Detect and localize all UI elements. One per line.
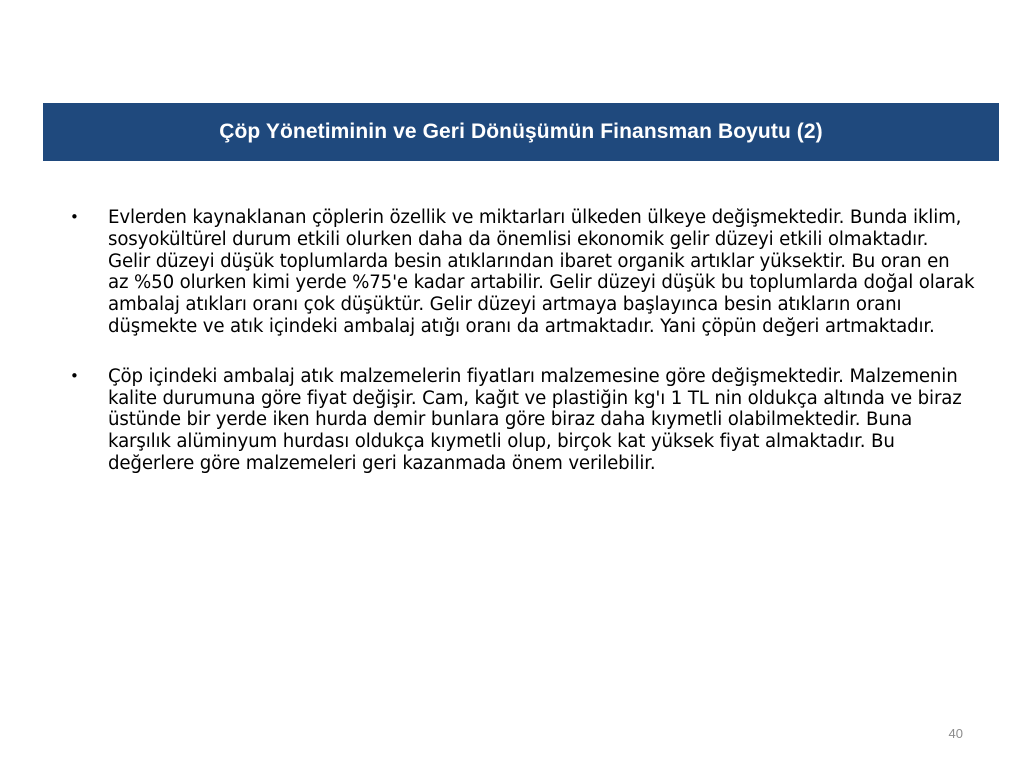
slide-title: Çöp Yönetiminin ve Geri Dönüşümün Finansman Boyutu (2) (219, 120, 823, 143)
bullet-dot-icon: • (70, 366, 79, 385)
bullet-item (70, 366, 975, 475)
page-number: 40 (948, 726, 963, 741)
bullet-text: Çöp içindeki ambalaj atık malzemelerin fiyatları malzemesine göre değişmektedir. Malzemenin kalite durumuna göre fiyat değişir. Cam, kağıt ve plastiğin kg'ı 1 TL nin oldukça altında ve biraz üstünde bir yerde iken hurda demir bunlara göre biraz daha kıymetli olabilmektedir. Buna karşılık alüminyum hurdası oldukça kıymetli olup, birçok kat yüksek fiyat almaktadır. Bu değerlere göre malzemeleri geri kazanmada önem verilebilir. (108, 365, 962, 474)
title-bar (43, 103, 999, 161)
bullet-text: Evlerden kaynaklanan çöplerin özellik ve miktarları ülkeden ülkeye değişmektedir. Bunda iklim, sosyokültürel durum etkili olurken daha da önemlisi ekonomik gelir düzeyi etkili olmaktadır. Gelir düzeyi düşük toplumlarda besin atıklarından ibaret organik artıklar yüksektir. Bu oran en az %50 olurken kimi yerde %75'e kadar artabilir. Gelir düzeyi düşük bu toplumlarda doğal olarak ambalaj atıkları oranı çok düşüktür. Gelir düzeyi artmaya başlayınca besin atıkların oranı düşmekte ve atık içindeki ambalaj atığı oranı da artmaktadır. Yani çöpün değeri artmaktadır. (108, 207, 975, 337)
bullet-dot-icon: • (70, 208, 79, 226)
bullet-list (70, 207, 975, 503)
bullet-item (70, 207, 975, 338)
